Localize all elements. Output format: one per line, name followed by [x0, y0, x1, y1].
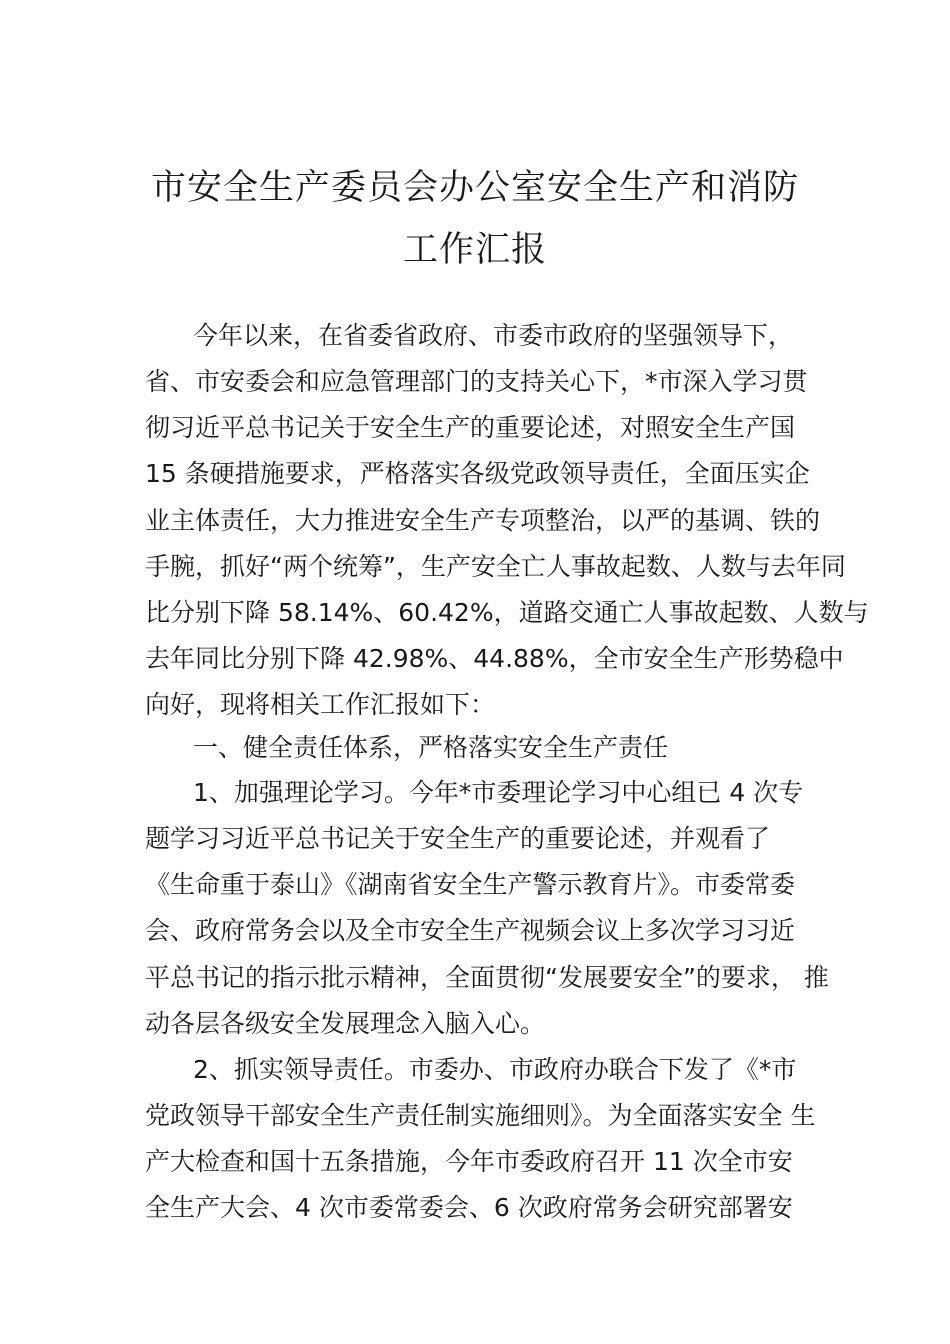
body-line: 去年同比分别下降 42.98%、44.88%，全市安全生产形势稳中 — [145, 644, 844, 673]
body-line: 题学习习近平总书记关于安全生产的重要论述，并观看了 — [145, 824, 771, 853]
body-line: 彻习近平总书记关于安全生产的重要论述，对照安全生产国 — [145, 413, 796, 442]
body-line: 会、政府常务会以及全市安全生产视频会议上多次学习习近 — [145, 916, 796, 945]
body-line: 《生命重于泰山》《湖南省安全生产警示教育片》。市委常委 — [145, 870, 796, 899]
body-line: 省、市安委会和应急管理部门的支持关心下，*市深入学习贯 — [145, 367, 808, 396]
body-line: 业主体责任，大力推进安全生产专项整治，以严的基调、铁的 — [145, 506, 821, 535]
section-heading: 一、健全责任体系，严格落实安全生产责任 — [193, 733, 669, 762]
body-line: 2、抓实领导责任。市委办、市政府办联合下发了《*市 — [193, 1055, 797, 1084]
body-line: 全生产大会、4 次市委常委会、6 次政府常务会研究部署安 — [145, 1193, 793, 1222]
body-line: 平总书记的指示批示精神，全面贯彻“发展要安全”的要求， 推 — [145, 963, 829, 992]
body-line: 手腕，抓好“两个统筹”，生产安全亡人事故起数、人数与去年同 — [145, 552, 846, 581]
body-line: 1、加强理论学习。今年*市委理论学习中心组已 4 次专 — [193, 778, 804, 807]
body-line: 党政领导干部安全生产责任制实施细则》。为全面落实安全 生 — [145, 1101, 816, 1130]
document-title-line-2: 工作汇报 — [402, 230, 547, 270]
body-line: 动各层各级安全发展理念入脑入心。 — [145, 1009, 546, 1038]
body-line: 15 条硬措施要求，严格落实各级党政领导责任，全面压实企 — [145, 459, 810, 488]
body-line: 产大检查和国十五条措施，今年市委政府召开 11 次全市安 — [145, 1147, 793, 1176]
body-line: 比分别下降 58.14%、60.42%，道路交通亡人事故起数、人数与 — [145, 598, 869, 627]
document-title-line-1: 市安全生产委员会办公室安全生产和消防 — [150, 168, 799, 208]
body-line: 今年以来，在省委省政府、市委市政府的坚强领导下， — [193, 321, 794, 350]
body-line: 向好，现将相关工作汇报如下： — [145, 690, 496, 719]
